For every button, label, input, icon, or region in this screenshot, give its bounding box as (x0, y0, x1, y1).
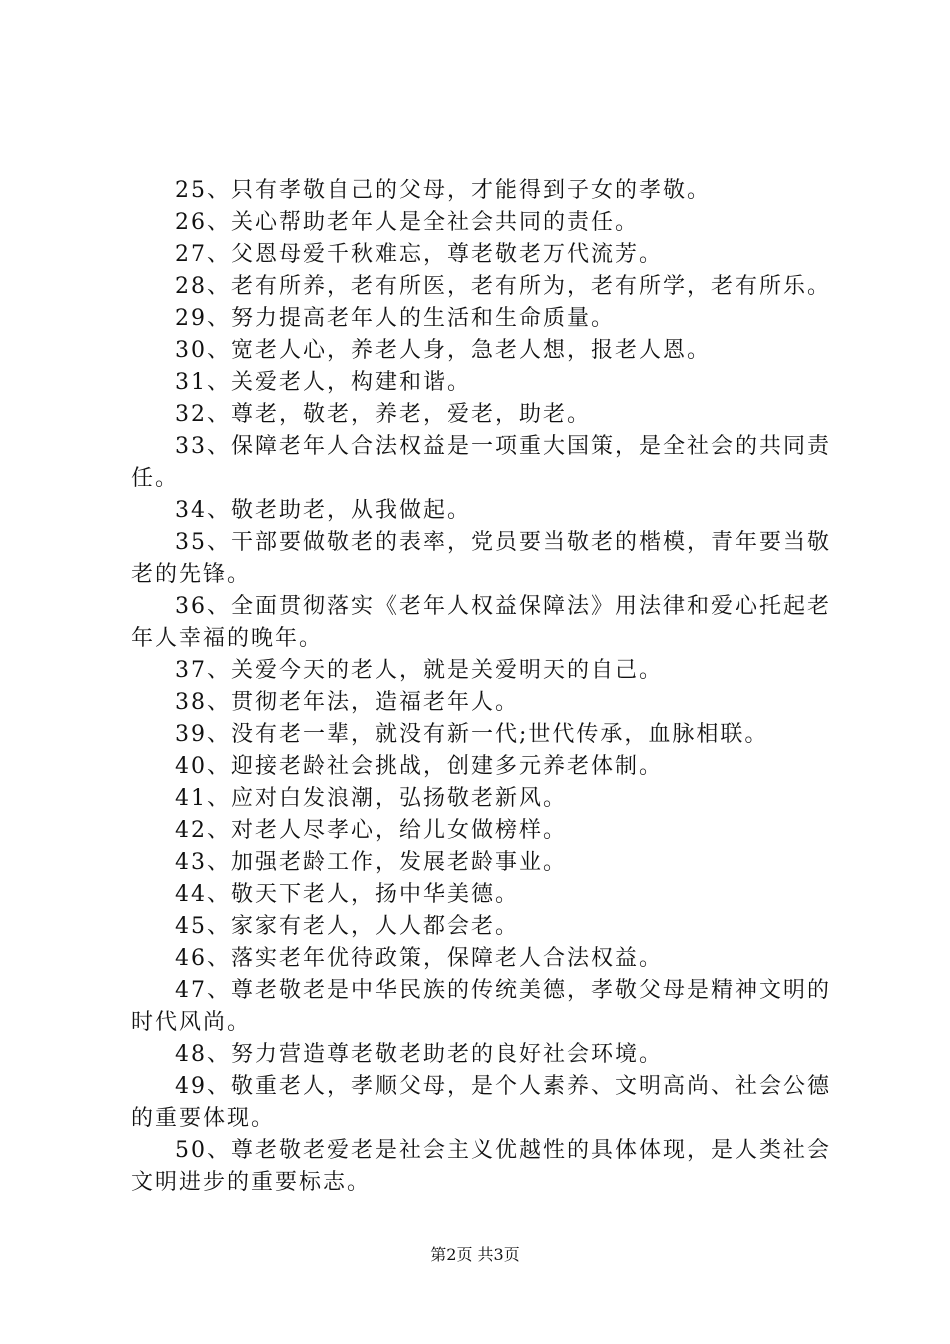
list-item: 35、干部要做敬老的表率，党员要当敬老的楷模，青年要当敬老的先锋。 (131, 530, 831, 587)
list-item: 48、努力营造尊老敬老助老的良好社会环境。 (175, 1042, 663, 1067)
page-footer (0, 1245, 950, 1265)
list-item: 45、家家有老人，人人都会老。 (175, 914, 519, 939)
list-item: 49、敬重老人，孝顺父母，是个人素养、文明高尚、社会公德的重要体现。 (131, 1074, 831, 1131)
list-item: 31、关爱老人，构建和谐。 (175, 370, 471, 395)
list-item: 42、对老人尽孝心，给儿女做榜样。 (175, 818, 567, 843)
list-item: 50、尊老敬老爱老是社会主义优越性的具体体现，是人类社会文明进步的重要标志。 (131, 1138, 831, 1195)
list-item: 30、宽老人心，养老人身，急老人想，报老人恩。 (175, 338, 711, 363)
list-item: 38、贯彻老年法，造福老年人。 (175, 690, 519, 715)
list-item: 37、关爱今天的老人，就是关爱明天的自己。 (175, 658, 663, 683)
list-item: 39、没有老一辈，就没有新一代;世代传承，血脉相联。 (175, 722, 769, 747)
list-item: 29、努力提高老年人的生活和生命质量。 (175, 306, 615, 331)
list-item: 28、老有所养，老有所医，老有所为，老有所学，老有所乐。 (175, 274, 831, 299)
list-item: 36、全面贯彻落实《老年人权益保障法》用法律和爱心托起老年人幸福的晚年。 (131, 594, 831, 651)
list-item: 47、尊老敬老是中华民族的传统美德，孝敬父母是精神文明的时代风尚。 (131, 978, 831, 1035)
list-item: 27、父恩母爱千秋难忘，尊老敬老万代流芳。 (175, 242, 663, 267)
list-item: 32、尊老，敬老，养老，爱老，助老。 (175, 402, 591, 427)
page-number: 第2页 共3页 (430, 1245, 520, 1264)
list-item: 41、应对白发浪潮，弘扬敬老新风。 (175, 786, 567, 811)
list-item: 33、保障老年人合法权益是一项重大国策，是全社会的共同责任。 (131, 434, 831, 491)
document-body (131, 175, 831, 1199)
list-item: 43、加强老龄工作，发展老龄事业。 (175, 850, 567, 875)
list-item: 44、敬天下老人，扬中华美德。 (175, 882, 519, 907)
list-item: 46、落实老年优待政策，保障老人合法权益。 (175, 946, 663, 971)
list-item: 26、关心帮助老年人是全社会共同的责任。 (175, 210, 639, 235)
list-item: 40、迎接老龄社会挑战，创建多元养老体制。 (175, 754, 663, 779)
list-item: 34、敬老助老，从我做起。 (175, 498, 471, 523)
list-item: 25、只有孝敬自己的父母，才能得到子女的孝敬。 (175, 178, 711, 203)
